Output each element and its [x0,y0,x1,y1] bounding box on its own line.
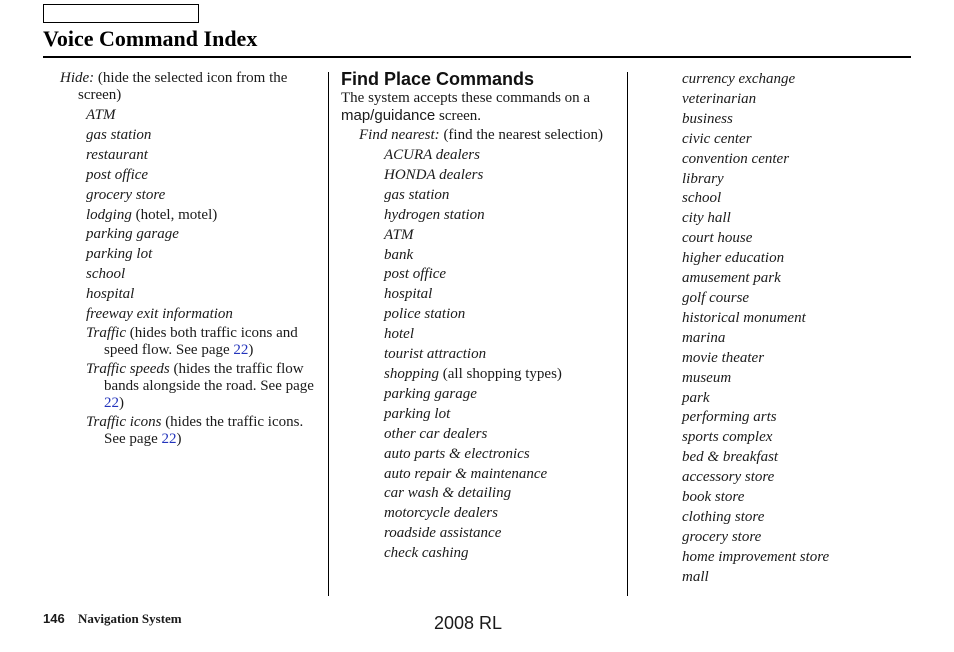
footer-section-title: Navigation System [78,611,182,626]
list-item: mall [682,568,709,585]
traffic-icons-desc: (hides the traffic icons. See page [104,413,304,447]
traffic-entry [60,325,322,359]
shopping-note: (all shopping types) [439,365,562,382]
find-nearest-entry [359,127,621,144]
list-item: convention center [682,150,790,167]
list-item: car wash & detailing [384,485,512,502]
list-item: clothing store [682,508,765,525]
list-item: golf course [682,289,750,306]
traffic-term: Traffic [86,324,127,341]
list-item: ATM [86,107,116,123]
list-item: parking garage [86,226,179,243]
shopping-term: shopping [384,365,440,382]
list-item: court house [682,230,753,247]
list-item: sports complex [682,429,773,446]
column-1 [60,70,322,450]
list-item: business [682,110,733,127]
section-heading: Find Place Commands [341,69,535,89]
list-item: ACURA dealers [384,147,480,163]
list-item: school [86,266,126,283]
intro-text-a: The system accepts these commands on a [341,90,591,106]
list-item: hospital [384,286,433,303]
list-item: accessory store [682,469,775,486]
list-item: performing arts [682,409,777,426]
traffic-icons-term: Traffic icons [86,413,162,430]
header-tab-box [43,4,199,23]
list-item: ATM [384,226,414,243]
hide-term: Hide: [60,70,95,86]
traffic-icons-entry [60,414,322,448]
list-item: library [682,170,724,187]
section-intro [341,90,621,125]
list-item-lodging [60,206,322,226]
list-item: restaurant [86,146,148,163]
column-divider [328,72,329,596]
list-item: school [682,190,722,207]
list-item: gas station [384,186,450,203]
list-item: higher education [682,250,785,267]
page-link[interactable]: 22 [104,394,119,411]
list-item: hospital [86,286,135,303]
traffic-icons-close: ) [176,430,182,447]
traffic-speeds-close: ) [119,394,124,411]
lodging-note: (hotel, motel) [131,206,218,223]
list-item: tourist attraction [384,346,487,363]
list-item: post office [384,266,447,283]
list-item-shopping [341,365,621,385]
list-item: city hall [682,210,731,227]
list-item: civic center [682,130,752,147]
list-item: grocery store [682,528,762,545]
list-item: other car dealers [384,425,488,442]
list-item: motorcycle dealers [384,505,498,522]
list-item: movie theater [682,349,765,366]
column-divider [627,72,628,596]
intro-screen-name: map/guidance [341,107,436,124]
list-item: police station [384,306,466,323]
traffic-close: ) [248,341,254,358]
traffic-speeds-desc: (hides the traffic flow bands alongside the road. See page [104,360,314,394]
page-link[interactable]: 22 [161,430,177,447]
list-item: hydrogen station [384,206,485,223]
list-item: veterinarian [682,90,757,107]
title-divider [43,56,911,58]
list-item: marina [682,329,726,346]
list-item: currency exchange [682,71,796,87]
list-item: home improvement store [682,548,830,565]
list-item: parking lot [86,246,153,263]
column-3 [682,70,912,588]
list-item: bank [384,246,414,263]
list-item: parking lot [384,405,451,422]
list-item: park [682,389,710,406]
list-item: post office [86,166,149,183]
page-link[interactable]: 22 [233,341,249,358]
traffic-desc: (hides both traffic icons and speed flow. See page [104,324,298,358]
list-item: auto repair & maintenance [384,465,548,482]
intro-text-b: screen. [435,108,482,124]
list-item: grocery store [86,186,166,203]
list-item: amusement park [682,270,781,287]
list-item: book store [682,489,745,506]
lodging-term: lodging [86,206,132,223]
list-item: hotel [384,326,414,343]
list-item: gas station [86,126,152,143]
page-number: 146 [43,611,65,626]
list-item: bed & breakfast [682,449,779,466]
traffic-speeds-term: Traffic speeds [86,360,170,377]
list-item: historical monument [682,309,806,326]
list-item: roadside assistance [384,525,502,542]
find-nearest-desc: (find the nearest selection) [439,127,603,143]
list-item: HONDA dealers [384,166,484,183]
find-nearest-term: Find nearest: [359,127,440,143]
list-item: freeway exit information [86,306,233,323]
list-item: parking garage [384,385,477,402]
page-title: Voice Command Index [43,26,258,51]
list-item: auto parts & electronics [384,445,530,462]
list-item: museum [682,369,732,386]
hide-description: (hide the selected icon from the screen) [78,70,288,103]
hide-entry [60,70,322,104]
list-item: check cashing [384,545,469,562]
traffic-speeds-entry [60,361,322,412]
footer-model: 2008 RL [434,613,503,633]
column-2 [341,70,621,564]
